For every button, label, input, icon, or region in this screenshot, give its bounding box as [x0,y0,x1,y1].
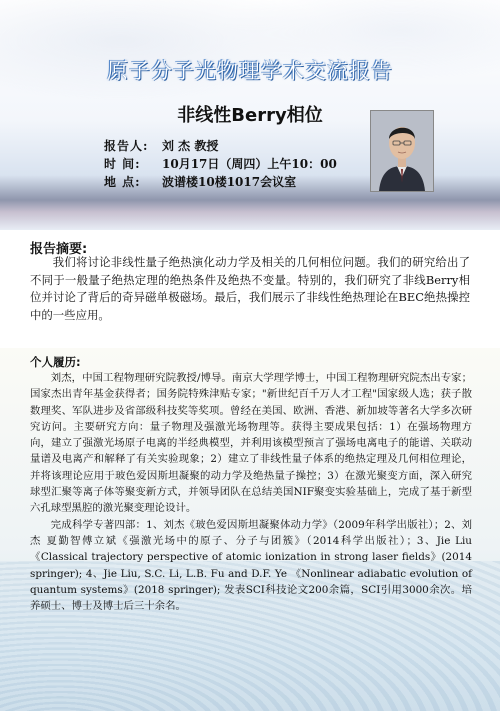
place-value: 波谱楼10楼1017会议室 [162,175,297,189]
speaker-photo [370,110,434,192]
bio-heading: 个人履历: [30,355,81,369]
abstract-section [0,230,500,348]
talk-title: 非线性Berry相位 [177,105,323,126]
place-row [104,173,337,191]
speaker-value: 刘 杰 教授 [162,139,219,153]
time-value: 10月17日（周四）上午10：00 [162,157,337,171]
bio-paragraph-1: 刘杰，中国工程物理研究院教授/博导。南京大学理学博士，中国工程物理研究院杰出专家；国家杰出青年基金获得者；国务院特殊津贴专家；"新世纪百千万人才工程"国家级人选；获子散数理奖、军队进步及省部级科技奖等奖项。曾经在美国、欧洲、香港、新加坡等著名大学多次研究访问。主要研究方向：量子物理及强激光场物理等。获得主要成果包括：1）在强场物理方向，建立了强激光场原子电离的半经典模型，并利用该模型预言了强场电离电子的能谱、关联动量谱及电离产和解释了有关实验现象；2）建立了非线性量子体系的绝热定理及几何相位理论，并将该理论应用于玻色爱因斯坦凝聚的动力学及绝热量子操控；3）在激光聚变方面，深入研究球型汇聚等离子体等聚变新方式，并领导团队在总结美国NIF聚变实验基础上，完成了基于新型六孔球型黑腔的激光聚变理论设计。 [30,372,472,515]
time-label: 时 间: [104,157,141,171]
speaker-photo-illustration [371,111,433,191]
abstract-text: 我们将讨论非线性量子绝热演化动力学及相关的几何相位问题。我们的研究给出了不同于一般量子绝热定理的绝热条件及绝热不变量。特别的，我们研究了非线Berry相位并讨论了背后的奇异磁单极磁场。最后，我们展示了非线性绝热理论在BEC绝热操控中的一些应用。 [30,255,470,322]
place-label: 地 点: [104,175,141,189]
time-row [104,155,337,173]
speaker-label: 报告人: [104,139,149,153]
poster-title: 原子分子光物理学术交流报告 [107,59,393,83]
bio-text [30,370,472,614]
abstract-heading: 报告摘要: [30,242,88,257]
speaker-row [104,137,337,155]
talk-info [104,137,337,191]
bio-section [0,348,500,711]
bio-paragraph-2: 完成科学专著四部：1、刘杰《玻色爱因斯坦凝聚体动力学》（2009年科学出版社）；2、刘杰 夏勤智傅立斌《强激光场中的原子、分子与团簇》（2014科学出版社）；3、Jie Liu 《Classical trajectory perspective of atomic ionization in strong laser fields》(2014 springer); 4、Jie Liu, S.C. Li, L.B. Fu and D.F. Ye 《Nonlinear adiabatic evolution of quantum systems》(2018 springer); 发表SCI科技论文200余篇，SCI引用3000余次。培养硕士、博士及博士后三十余名。 [30,518,472,613]
